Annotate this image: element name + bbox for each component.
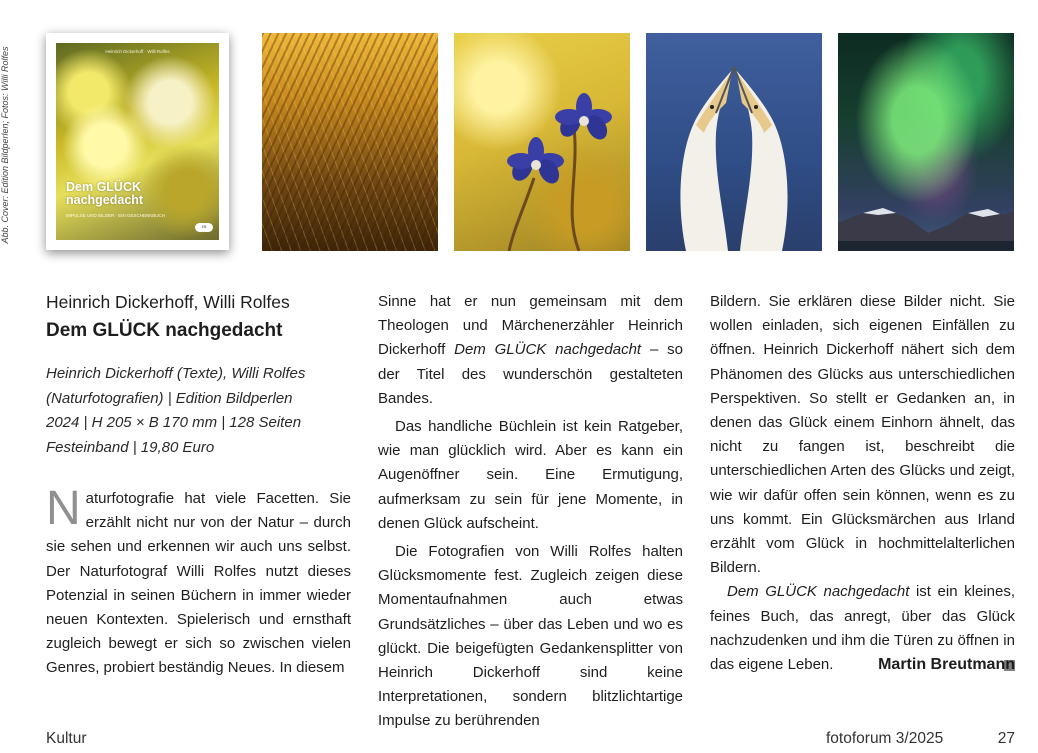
column-2 xyxy=(378,290,683,734)
book-details-line: Festeinband | 19,80 Euro xyxy=(46,438,215,456)
cover-subtitle: IMPULSE UND BILDER · EIN GESCHENKBUCH xyxy=(66,213,166,218)
paragraph-text: ist ein kleines, feines Buch, das anregt, über das Glück nachzudenken und ihm die Türen zu öffnen in das eigene Leben. xyxy=(710,583,1015,674)
article-title: Dem GLÜCK nachgedacht xyxy=(46,320,283,341)
gannets-illustration xyxy=(646,33,822,251)
article-author-signature: Martin Breutmann xyxy=(878,656,1015,673)
article-authors: Heinrich Dickerhoff, Willi Rolfes xyxy=(46,292,290,312)
book-details-line: 2024 | H 205 × B 170 mm | 128 Seiten xyxy=(46,414,302,431)
paragraph-1-text: aturfotografie hat viele Facetten. Sie erzählt nicht nur von der Natur – durch sie sehen und erkennen wir auch uns selbst. Der Naturfotograf Willi Rolfes nutzt dieses Potenzial in seinen Büchern in immer wieder neuen Kontexten. Spielerisch und ernsthaft zugleich bewegt er sich so zwischen vielen Genres, probiert beständig Neues. In diesem xyxy=(46,490,351,677)
drop-cap: N xyxy=(46,482,81,535)
photo-gannets xyxy=(646,33,822,251)
book-title-inline: Dem GLÜCK nachgedacht xyxy=(727,583,910,601)
flowers-illustration xyxy=(454,33,630,251)
paragraph-1-continued xyxy=(378,290,683,411)
cover-title-line1: Dem GLÜCK xyxy=(66,180,142,194)
paragraph-3-continued: Bildern. Sie erklären diese Bilder nicht. Sie wollen einladen, sich eigenen Einfällen zu öffnen. Heinrich Dickerhoff nähert sich dem Phänomen des Glücks aus unterschiedlichen Perspektiven. So stellt er Gedanken an, in denen das Glück einem Einhorn ähnelt, das nicht zu fangen ist, beschreibt die unterschiedlichen Arten des Glücks und zeigt, wie wir dafür offen sein können, wenn es zu uns kommt. Ein Glücksmärchen aus Irland erzählt vom Glück in hochmittelalterlichen Bildern. xyxy=(710,293,1015,577)
book-cover xyxy=(46,33,229,250)
paragraph-1 xyxy=(46,482,351,681)
book-details xyxy=(46,362,356,460)
book-details-line: Heinrich Dickerhoff (Texte), Willi Rolfes xyxy=(46,365,306,382)
paragraph-text: – so der Titel des wunderschön gestalteten Bandes. xyxy=(378,341,683,407)
photo-credit: Abb. Cover: Edition Bildperlen; Fotos: Willi Rolfes xyxy=(0,46,10,244)
page-number: 27 xyxy=(997,730,1015,747)
paragraph-3: Die Fotografien von Willi Rolfes halten Glücksmomente fest. Zugleich zeigen diese Momentaufnahmen auch etwas Grundsätzliches – über das Leben und wo es glückt. Die beigefügten Gedankensplitter von Heinrich Dickerhoff sind keine Interpretationen, sondern blitzlichtartige Impulse zu berührenden xyxy=(378,543,683,730)
paragraph-text: Sinne hat er nun gemeinsam mit dem Theologen und Märchenerzähler Heinrich Dickerhoff xyxy=(378,293,683,359)
photo-grass xyxy=(262,33,438,251)
photo-aurora xyxy=(838,33,1014,251)
cover-title-line2: nachgedacht xyxy=(66,193,144,207)
publisher-logo: EB xyxy=(195,223,213,232)
book-details-line: (Naturfotografien) | Edition Bildperlen xyxy=(46,389,293,407)
book-cover-image xyxy=(56,43,219,240)
cover-title xyxy=(66,181,143,207)
column-3 xyxy=(710,290,1015,677)
paragraph-2: Das handliche Büchlein ist kein Ratgeber, wie man glücklich wird. Aber es kann ein Augenöffner sein. Eine Ermutigung, aufmerksam zu sein für jene Momente, in denen Glück aufscheint. xyxy=(378,418,683,532)
column-1 xyxy=(46,482,351,681)
cover-authors: Heinrich Dickerhoff · Willi Rolfes xyxy=(105,49,170,54)
photo-flowers xyxy=(454,33,630,251)
footer-magazine: fotoforum 3/2025 xyxy=(826,730,944,747)
book-title-inline: Dem GLÜCK nachgedacht xyxy=(454,341,642,359)
aurora-illustration xyxy=(838,33,1014,251)
footer-section: Kultur xyxy=(46,730,87,747)
